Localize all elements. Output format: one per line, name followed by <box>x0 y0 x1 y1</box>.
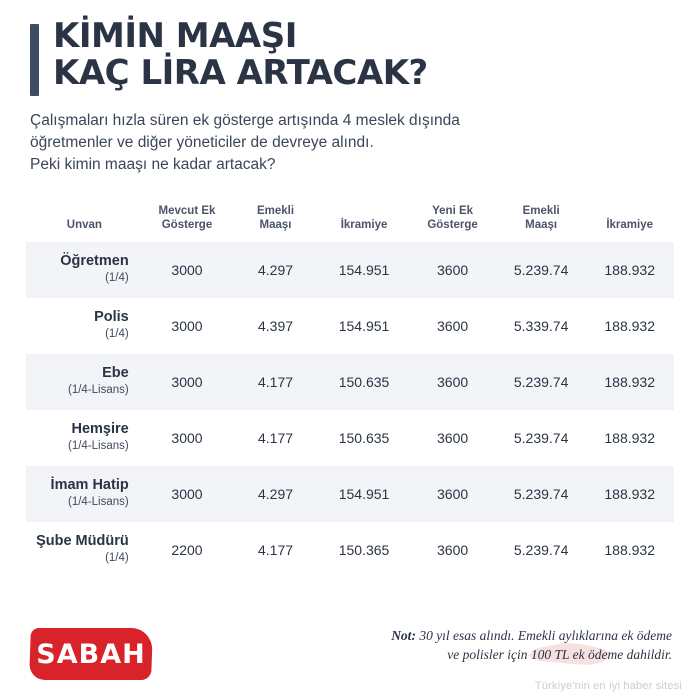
cell-mevcut-ek-gosterge: 3000 <box>143 466 232 522</box>
cell-yeni-ikramiye: 188.932 <box>585 242 674 298</box>
cell-ikramiye: 150.365 <box>338 542 390 558</box>
cell-yeni-emekli-maasi: 5.239.74 <box>497 242 586 298</box>
row-degree: (1/4) <box>105 272 129 284</box>
row-title: Şube Müdürü <box>36 533 129 549</box>
table-row <box>26 242 674 298</box>
page-title-line-2: KAÇ LİRA ARTACAK? <box>53 53 428 93</box>
cell-emekli-maasi: 4.177 <box>257 430 294 446</box>
logo-text: SABAH <box>36 638 146 670</box>
row-title-cell <box>26 466 143 522</box>
table-header-row <box>26 198 674 242</box>
cell-yeni-ikramiye: 188.932 <box>585 354 674 410</box>
title-accent-bar <box>30 24 39 96</box>
salary-table <box>26 198 674 578</box>
header <box>0 0 700 96</box>
cell-emekli-maasi: 4.297 <box>231 466 320 522</box>
row-title: İmam Hatip <box>50 477 129 493</box>
cell-ikramiye: 154.951 <box>338 318 390 334</box>
cell-yeni-emekli-maasi: 5.239.74 <box>497 466 586 522</box>
row-degree: (1/4) <box>105 552 129 564</box>
footnote-line-2: ve polisler için 100 TL ek ödeme dahildir. <box>447 647 672 662</box>
footnote-line-1 <box>252 626 672 645</box>
cell-emekli-maasi: 4.177 <box>231 354 320 410</box>
cell-ikramiye: 150.635 <box>320 354 409 410</box>
salary-table-wrapper <box>26 198 674 578</box>
column-header-unvan: Unvan <box>66 219 102 231</box>
row-title: Öğretmen <box>60 253 129 269</box>
page-title-line-1: KİMİN MAAŞI <box>53 16 297 56</box>
cell-yeni-ek-gosterge: 3600 <box>408 242 497 298</box>
footnote-label: Not: <box>391 628 416 643</box>
subtitle-line-3: Peki kimin maaşı ne kadar artacak? <box>30 156 276 173</box>
table-row <box>26 522 674 578</box>
cell-yeni-emekli-maasi: 5.339.74 <box>513 318 569 334</box>
cell-mevcut-ek-gosterge: 3000 <box>143 354 232 410</box>
column-header-emekli-maasi: Emekli Maaşı <box>256 205 295 231</box>
column-header-ikramiye: İkramiye <box>340 219 388 231</box>
cell-yeni-ek-gosterge: 3600 <box>408 466 497 522</box>
cell-yeni-ek-gosterge: 3600 <box>437 430 469 446</box>
row-title: Ebe <box>102 365 129 381</box>
row-title-cell <box>26 242 143 298</box>
cell-yeni-ek-gosterge: 3600 <box>408 354 497 410</box>
footer <box>0 614 700 700</box>
cell-ikramiye: 150.635 <box>338 430 390 446</box>
column-header-yeni-emekli-maasi: Emekli Maaşı <box>522 205 560 231</box>
cell-yeni-emekli-maasi: 5.239.74 <box>497 354 586 410</box>
row-degree: (1/4-Lisans) <box>68 440 129 452</box>
cell-yeni-emekli-maasi: 5.239.74 <box>513 430 569 446</box>
cell-emekli-maasi: 4.177 <box>257 542 294 558</box>
column-header-yeni-ikramiye: İkramiye <box>606 219 654 231</box>
cell-yeni-ikramiye: 188.932 <box>604 318 655 334</box>
table-row <box>26 410 674 466</box>
row-title-cell <box>26 354 143 410</box>
cell-mevcut-ek-gosterge: 2200 <box>171 542 203 558</box>
row-title: Hemşire <box>71 421 129 437</box>
cell-ikramiye: 154.951 <box>320 466 409 522</box>
sabah-logo <box>30 628 152 680</box>
footnote-text-1: 30 yıl esas alındı. Emekli aylıklarına ek ödeme <box>419 628 672 643</box>
cell-yeni-ikramiye: 188.932 <box>604 542 655 558</box>
cell-yeni-ek-gosterge: 3600 <box>437 318 469 334</box>
column-header-yeni-ek-gosterge: Yeni Ek Gösterge <box>427 205 478 231</box>
row-title-cell <box>26 522 143 578</box>
cell-yeni-ek-gosterge: 3600 <box>437 542 469 558</box>
footnote <box>252 626 672 664</box>
column-header-mevcut-ek-gosterge: Mevcut Ek Gösterge <box>158 205 216 231</box>
title-block <box>53 18 670 92</box>
table-row <box>26 466 674 522</box>
cell-yeni-ikramiye: 188.932 <box>604 430 655 446</box>
cell-mevcut-ek-gosterge: 3000 <box>143 242 232 298</box>
row-title: Polis <box>94 309 129 325</box>
subtitle-line-1: Çalışmaları hızla süren ek gösterge artışında 4 meslek dışında <box>30 112 460 129</box>
row-title-cell <box>26 410 143 466</box>
cell-yeni-emekli-maasi: 5.239.74 <box>513 542 569 558</box>
table-body <box>26 242 674 578</box>
subtitle-line-2: öğretmenler ve diğer yöneticiler de devreye alındı. <box>30 134 374 151</box>
row-title-cell <box>26 298 143 354</box>
cell-emekli-maasi: 4.297 <box>231 242 320 298</box>
table-head <box>26 198 674 242</box>
row-degree: (1/4-Lisans) <box>68 384 129 396</box>
row-degree: (1/4) <box>105 328 129 340</box>
subtitle <box>30 110 670 176</box>
site-watermark: Türkiye'nin en iyi haber sitesi <box>534 680 682 692</box>
table-row <box>26 354 674 410</box>
cell-emekli-maasi: 4.397 <box>257 318 294 334</box>
row-degree: (1/4-Lisans) <box>68 496 129 508</box>
cell-yeni-ikramiye: 188.932 <box>585 466 674 522</box>
cell-mevcut-ek-gosterge: 3000 <box>171 430 203 446</box>
cell-ikramiye: 154.951 <box>320 242 409 298</box>
cell-mevcut-ek-gosterge: 3000 <box>171 318 203 334</box>
table-row <box>26 298 674 354</box>
